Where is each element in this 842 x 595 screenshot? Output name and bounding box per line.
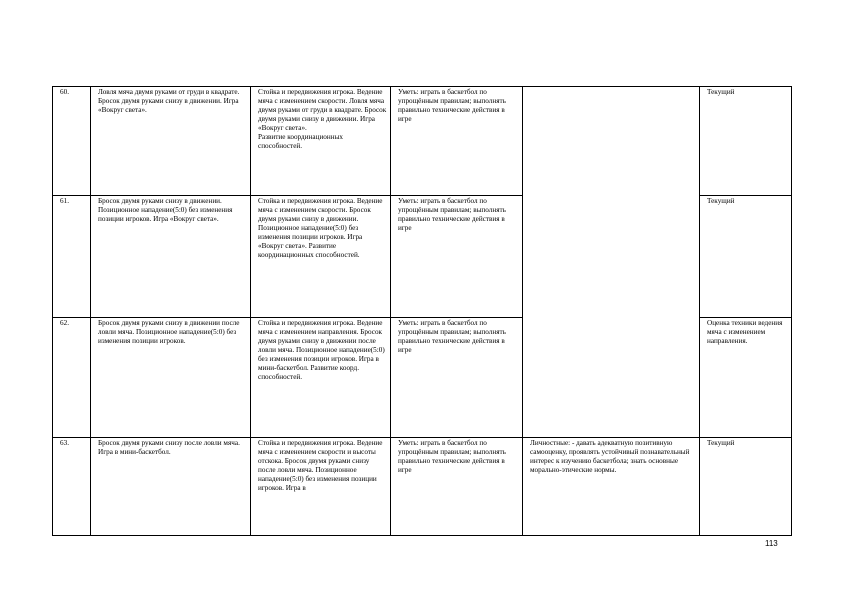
lesson-subject-result: Уметь: играть в баскетбол по упрощённым правилам; выполнять правильно технические действия в игре <box>391 438 523 536</box>
lesson-control: Текущий <box>700 438 792 536</box>
lesson-personal-result: Личностные: - давать адекватную позитивную самооценку, проявлять устойчивый познавательный интерес к изучению баскетбола; знать основные морально-этические нормы. <box>523 438 700 536</box>
lesson-number: 62. <box>53 318 91 438</box>
lesson-subject-result: Уметь: играть в баскетбол по упрощённым правилам; выполнять правильно технические действия в игре <box>391 318 523 438</box>
lesson-personal-result-empty <box>523 87 700 438</box>
lesson-subject-result: Уметь: играть в баскетбол по упрощённым правилам; выполнять правильно технические действия в игре <box>391 87 523 196</box>
table-row <box>53 87 792 196</box>
lesson-topic: Бросок двумя руками снизу в движении после ловли мяча. Позиционное нападение(5:0) без изменения позиции игроков. <box>91 318 251 438</box>
lesson-control: Оценка техники ведения мяча с изменением направления. <box>700 318 792 438</box>
lesson-topic: Бросок двумя руками снизу в движении. Позиционное нападение(5:0) без изменения позиции игроков. Игра «Вокруг света». <box>91 196 251 318</box>
lesson-control: Текущий <box>700 87 792 196</box>
lesson-elements: Стойка и передвижения игрока. Ведение мяча с изменением скорости. Ловля мяча двумя руками от груди в квадрате. Бросок двумя руками снизу в движении. Игра «Вокруг света». Развитие координационных способностей. <box>251 87 391 196</box>
table-row <box>53 438 792 536</box>
lesson-elements: Стойка и передвижения игрока. Ведение мяча с изменением скорости и высоты отскока. Бросок двумя руками снизу после ловли мяча. Позиционное нападение(5:0) без изменения позиции игроков. Игра в <box>251 438 391 536</box>
lesson-elements: Стойка и передвижения игрока. Ведение мяча с изменением скорости. Бросок двумя руками снизу в движении. Позиционное нападение(5:0) без изменения позиции игроков. Игра «Вокруг света». Развитие координационных способностей. <box>251 196 391 318</box>
lesson-plan-table <box>52 86 792 536</box>
lesson-number: 60. <box>53 87 91 196</box>
lesson-topic: Ловля мяча двумя руками от груди в квадрате. Бросок двумя руками снизу в движении. Игра «Вокруг света». <box>91 87 251 196</box>
lesson-control: Текущий <box>700 196 792 318</box>
lesson-number: 63. <box>53 438 91 536</box>
lesson-elements: Стойка и передвижения игрока. Ведение мяча с изменением направления. Бросок двумя руками снизу в движении после ловли мяча. Позиционное нападение(5:0) без изменения позиции игроков. Игра в мини-баскетбол. Развитие коорд. способностей. <box>251 318 391 438</box>
lesson-topic: Бросок двумя руками снизу после ловли мяча. Игра в мини-баскетбол. <box>91 438 251 536</box>
page-number: 113 <box>765 539 778 548</box>
lesson-subject-result: Уметь: играть в баскетбол по упрощённым правилам; выполнять правильно технические действия в игре <box>391 196 523 318</box>
lesson-number: 61. <box>53 196 91 318</box>
